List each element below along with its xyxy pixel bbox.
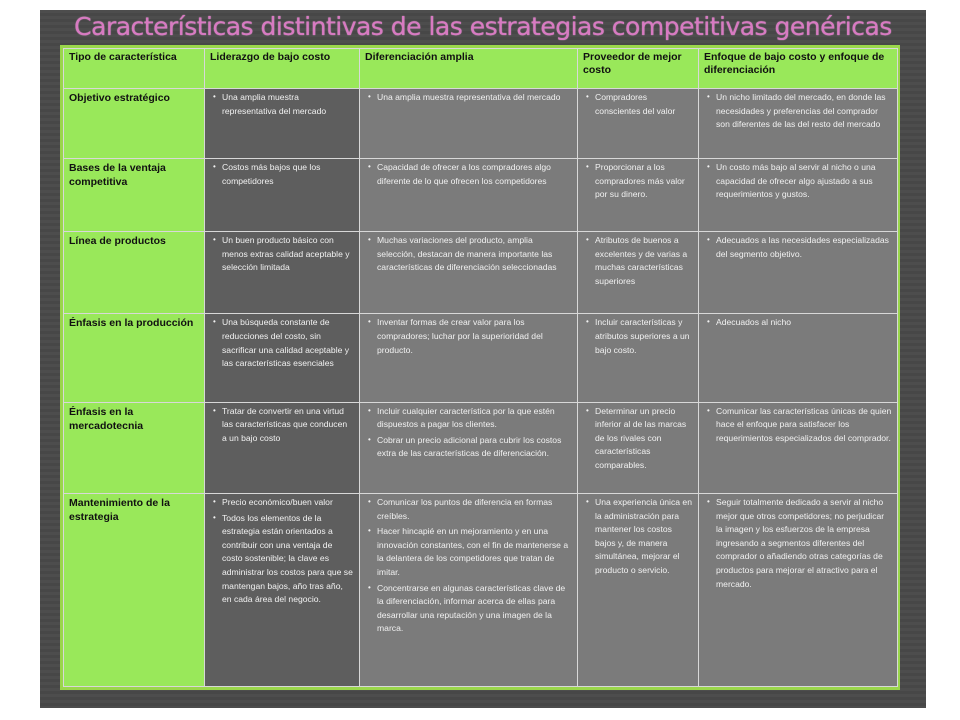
bullet-list [583,91,693,118]
bullet-item: • Precio económico/buen valor [222,496,354,510]
table-row [64,89,898,159]
table-cell [360,89,578,159]
table-cell [699,232,898,314]
table-cell [699,89,898,159]
row-header: Mantenimiento de la estrategia [64,494,205,687]
table-cell [578,159,699,232]
column-header: Enfoque de bajo costo y enfoque de diferenciación [699,49,898,89]
bullet-item: • Un costo más bajo al servir al nicho o una capacidad de ofrecer algo ajustado a sus requerimientos y gustos. [716,161,892,202]
bullet-list [583,496,693,578]
bullet-list [365,316,572,357]
bullet-item: • Adecuados al nicho [716,316,892,330]
table-cell [578,494,699,687]
bullet-item: • Atributos de buenos a excelentes y de varias a muchas características superiores [595,234,693,288]
bullet-item: • Una búsqueda constante de reducciones del costo, sin sacrificar una calidad aceptable y las características esenciales [222,316,354,370]
bullet-item: • Comunicar las características únicas de quien hace el enfoque para satisfacer los requerimientos especializados del comprador. [716,405,892,446]
table-cell [205,232,360,314]
bullet-item: • Un buen producto básico con menos extras calidad aceptable y selección limitada [222,234,354,275]
bullet-item: • Cobrar un precio adicional para cubrir los costos extra de las características de diferenciación. [377,434,572,461]
table-cell [205,402,360,493]
table-row [64,314,898,402]
bullet-item: • Seguir totalmente dedicado a servir al nicho mejor que otros competidores; no perjudicar la imagen y los esfuerzos de la empresa ingresando a segmentos diferentes del comprador o añadiendo otras categorías de productos para mejorar el atractivo para el mercado. [716,496,892,591]
comparison-table-wrapper [60,45,900,690]
table-cell [360,314,578,402]
bullet-list [704,405,892,446]
bullet-list [704,234,892,261]
bullet-item: • Un nicho limitado del mercado, en donde las necesidades y preferencias del comprador son diferentes de las del resto del mercado [716,91,892,132]
bullet-item: • Una amplia muestra representativa del mercado [222,91,354,118]
column-header: Tipo de característica [64,49,205,89]
bullet-list [210,316,354,370]
table-header-row [64,49,898,89]
bullet-list [210,91,354,118]
bullet-list [583,234,693,288]
row-header: Énfasis en la producción [64,314,205,402]
bullet-item: • Compradores conscientes del valor [595,91,693,118]
bullet-item: • Hacer hincapié en un mejoramiento y en una innovación constantes, con el fin de mantenerse a la delantera de los competidores que tratan de imitar. [377,525,572,579]
column-header: Diferenciación amplia [360,49,578,89]
table-row [64,232,898,314]
bullet-item: • Tratar de convertir en una virtud las características que conducen a un bajo costo [222,405,354,446]
bullet-item: • Capacidad de ofrecer a los compradores algo diferente de lo que ofrecen los competidores [377,161,572,188]
bullet-list [365,234,572,275]
bullet-item: • Costos más bajos que los competidores [222,161,354,188]
table-row [64,402,898,493]
table-cell [699,494,898,687]
bullet-list [210,496,354,607]
bullet-list [365,161,572,188]
table-cell [578,314,699,402]
table-cell [699,402,898,493]
table-cell [360,232,578,314]
bullet-list [210,161,354,188]
bullet-item: • Una experiencia única en la administración para mantener los costos bajos y, de manera simultánea, mejorar el producto o servicio. [595,496,693,578]
bullet-item: • Determinar un precio inferior al de las marcas de los rivales con características comparables. [595,405,693,473]
bullet-list [704,91,892,132]
column-header: Liderazgo de bajo costo [205,49,360,89]
bullet-item: • Incluir características y atributos superiores a un bajo costo. [595,316,693,357]
bullet-list [583,316,693,357]
bullet-item: • Proporcionar a los compradores más valor por su dinero. [595,161,693,202]
bullet-list [365,496,572,636]
bullet-item: • Inventar formas de crear valor para los compradores; luchar por la superioridad del producto. [377,316,572,357]
table-row [64,494,898,687]
slide-title: Características distintivas de las estrategias competitivas genéricas [74,12,892,41]
column-header: Proveedor de mejor costo [578,49,699,89]
table-cell [699,159,898,232]
table-cell [360,402,578,493]
bullet-list [583,161,693,202]
bullet-item: • Incluir cualquier característica por la que estén dispuestos a pagar los clientes. [377,405,572,432]
row-header: Bases de la ventaja competitiva [64,159,205,232]
row-header: Énfasis en la mercadotecnia [64,402,205,493]
table-cell [205,314,360,402]
bullet-list [704,161,892,202]
bullet-item: • Todos los elementos de la estrategia están orientados a contribuir con una ventaja de costo sostenible; la clave es administrar los costos para que se mantengan bajos, año tras año, en cada área del negocio. [222,512,354,607]
bullet-item: • Una amplia muestra representativa del mercado [377,91,572,105]
bullet-item: • Muchas variaciones del producto, amplia selección, destacan de manera importante las características de diferenciación seleccionadas [377,234,572,275]
bullet-list [583,405,693,473]
bullet-item: • Comunicar los puntos de diferencia en formas creíbles. [377,496,572,523]
table-cell [205,494,360,687]
table-row [64,159,898,232]
table-cell [699,314,898,402]
row-header: Objetivo estratégico [64,89,205,159]
comparison-table [63,48,898,687]
bullet-item: • Adecuados a las necesidades especializadas del segmento objetivo. [716,234,892,261]
table-cell [578,402,699,493]
bullet-list [210,234,354,275]
table-cell [205,89,360,159]
bullet-list [365,405,572,461]
table-cell [578,232,699,314]
bullet-list [365,91,572,105]
table-cell [360,159,578,232]
table-cell [360,494,578,687]
table-cell [205,159,360,232]
bullet-list [704,316,892,330]
slide [40,10,926,708]
bullet-list [704,496,892,591]
bullet-item: • Concentrarse en algunas características clave de la diferenciación, informar acerca de ellas para desarrollar una reputación y una imagen de la marca. [377,582,572,636]
row-header: Línea de productos [64,232,205,314]
table-cell [578,89,699,159]
bullet-list [210,405,354,446]
